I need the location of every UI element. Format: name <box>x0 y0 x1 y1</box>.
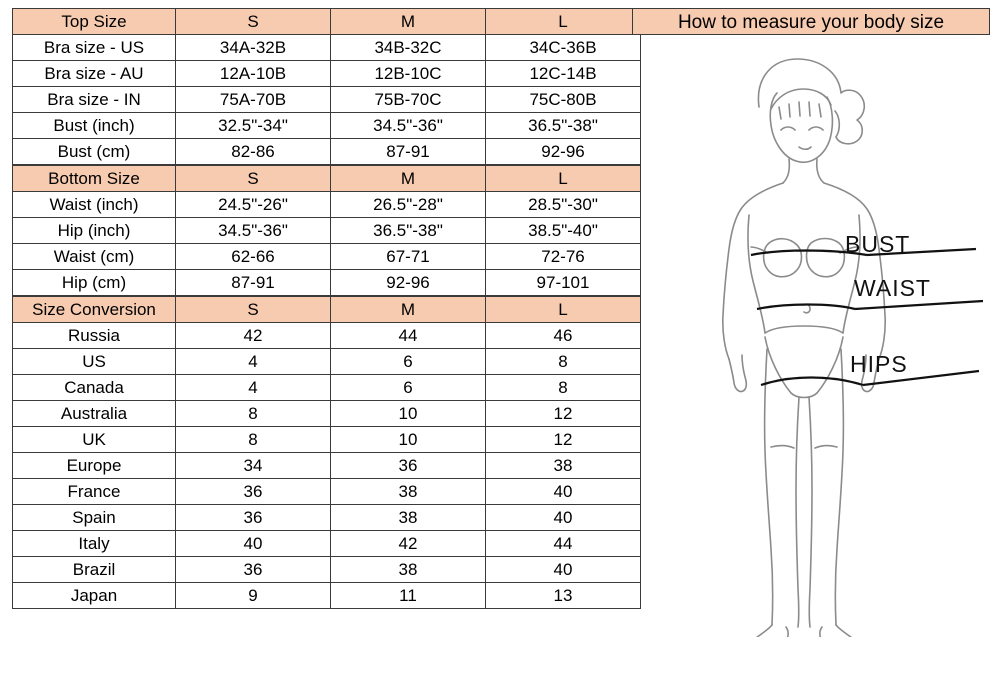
hips-measure-label: HIPS <box>850 351 908 377</box>
row-label: Japan <box>13 583 176 609</box>
cell-m: 87-91 <box>331 139 486 165</box>
column-header-category: Bottom Size <box>13 166 176 192</box>
table-row <box>13 61 641 87</box>
cell-l: 44 <box>486 531 641 557</box>
table-row <box>13 375 641 401</box>
cell-s: 34A-32B <box>176 35 331 61</box>
column-header-s: S <box>176 297 331 323</box>
column-header-m: M <box>331 9 486 35</box>
cell-s: 9 <box>176 583 331 609</box>
table-row <box>13 557 641 583</box>
cell-s: 36 <box>176 557 331 583</box>
cell-s: 82-86 <box>176 139 331 165</box>
row-label: Russia <box>13 323 176 349</box>
cell-s: 4 <box>176 349 331 375</box>
female-body-figure-icon <box>631 37 991 637</box>
size-conversion-table <box>12 296 641 609</box>
top-size-table <box>12 8 641 165</box>
cell-m: 26.5"-28" <box>331 192 486 218</box>
cell-s: 34.5"-36" <box>176 218 331 244</box>
cell-l: 12C-14B <box>486 61 641 87</box>
body-figure-area <box>632 35 990 653</box>
row-label: Spain <box>13 505 176 531</box>
column-header-category: Size Conversion <box>13 297 176 323</box>
table-row <box>13 35 641 61</box>
cell-s: 24.5"-26" <box>176 192 331 218</box>
table-row <box>13 270 641 296</box>
cell-s: 87-91 <box>176 270 331 296</box>
cell-m: 34.5"-36" <box>331 113 486 139</box>
table-row <box>13 349 641 375</box>
cell-s: 36 <box>176 505 331 531</box>
cell-l: 8 <box>486 375 641 401</box>
row-label: Italy <box>13 531 176 557</box>
cell-l: 12 <box>486 401 641 427</box>
cell-m: 38 <box>331 505 486 531</box>
cell-l: 40 <box>486 505 641 531</box>
cell-m: 36 <box>331 453 486 479</box>
cell-m: 42 <box>331 531 486 557</box>
cell-l: 97-101 <box>486 270 641 296</box>
cell-m: 10 <box>331 401 486 427</box>
cell-l: 28.5"-30" <box>486 192 641 218</box>
column-header-s: S <box>176 166 331 192</box>
cell-s: 62-66 <box>176 244 331 270</box>
cell-s: 34 <box>176 453 331 479</box>
row-label: Europe <box>13 453 176 479</box>
bottom-size-table <box>12 165 641 296</box>
cell-l: 92-96 <box>486 139 641 165</box>
row-label: France <box>13 479 176 505</box>
column-header-l: L <box>486 297 641 323</box>
cell-m: 67-71 <box>331 244 486 270</box>
table-row <box>13 453 641 479</box>
cell-m: 44 <box>331 323 486 349</box>
cell-m: 6 <box>331 375 486 401</box>
cell-l: 40 <box>486 479 641 505</box>
cell-s: 8 <box>176 401 331 427</box>
cell-l: 8 <box>486 349 641 375</box>
cell-l: 38.5"-40" <box>486 218 641 244</box>
cell-l: 46 <box>486 323 641 349</box>
row-label: Australia <box>13 401 176 427</box>
cell-m: 10 <box>331 427 486 453</box>
cell-m: 38 <box>331 479 486 505</box>
table-row <box>13 479 641 505</box>
size-tables-column <box>12 8 620 672</box>
cell-m: 36.5"-38" <box>331 218 486 244</box>
cell-s: 36 <box>176 479 331 505</box>
cell-m: 11 <box>331 583 486 609</box>
cell-s: 8 <box>176 427 331 453</box>
row-label: Brazil <box>13 557 176 583</box>
cell-s: 12A-10B <box>176 61 331 87</box>
bust-measure-label: BUST <box>845 231 911 257</box>
cell-s: 42 <box>176 323 331 349</box>
row-label: Canada <box>13 375 176 401</box>
cell-l: 34C-36B <box>486 35 641 61</box>
cell-m: 12B-10C <box>331 61 486 87</box>
column-header-s: S <box>176 9 331 35</box>
row-label: Bust (inch) <box>13 113 176 139</box>
column-header-l: L <box>486 166 641 192</box>
measure-guide-panel <box>632 8 990 672</box>
row-label: Bra size - AU <box>13 61 176 87</box>
row-label: US <box>13 349 176 375</box>
cell-l: 13 <box>486 583 641 609</box>
cell-m: 6 <box>331 349 486 375</box>
row-label: UK <box>13 427 176 453</box>
table-row <box>13 401 641 427</box>
table-row <box>13 87 641 113</box>
table-row <box>13 583 641 609</box>
row-label: Waist (cm) <box>13 244 176 270</box>
cell-s: 32.5"-34" <box>176 113 331 139</box>
cell-l: 40 <box>486 557 641 583</box>
cell-l: 12 <box>486 427 641 453</box>
measure-guide-title: How to measure your body size <box>632 8 990 35</box>
cell-l: 38 <box>486 453 641 479</box>
table-row <box>13 113 641 139</box>
row-label: Hip (cm) <box>13 270 176 296</box>
cell-s: 40 <box>176 531 331 557</box>
cell-m: 34B-32C <box>331 35 486 61</box>
table-row <box>13 323 641 349</box>
row-label: Bust (cm) <box>13 139 176 165</box>
cell-m: 75B-70C <box>331 87 486 113</box>
table-row <box>13 139 641 165</box>
cell-l: 72-76 <box>486 244 641 270</box>
table-header-row <box>13 297 641 323</box>
cell-m: 92-96 <box>331 270 486 296</box>
column-header-m: M <box>331 297 486 323</box>
cell-m: 38 <box>331 557 486 583</box>
cell-s: 75A-70B <box>176 87 331 113</box>
table-header-row <box>13 166 641 192</box>
table-row <box>13 427 641 453</box>
cell-l: 75C-80B <box>486 87 641 113</box>
row-label: Bra size - US <box>13 35 176 61</box>
row-label: Waist (inch) <box>13 192 176 218</box>
column-header-l: L <box>486 9 641 35</box>
column-header-m: M <box>331 166 486 192</box>
table-row <box>13 505 641 531</box>
table-row <box>13 531 641 557</box>
cell-l: 36.5"-38" <box>486 113 641 139</box>
table-row <box>13 244 641 270</box>
table-row <box>13 192 641 218</box>
row-label: Bra size - IN <box>13 87 176 113</box>
waist-measure-label: WAIST <box>854 275 931 301</box>
column-header-category: Top Size <box>13 9 176 35</box>
row-label: Hip (inch) <box>13 218 176 244</box>
table-header-row <box>13 9 641 35</box>
cell-s: 4 <box>176 375 331 401</box>
table-row <box>13 218 641 244</box>
